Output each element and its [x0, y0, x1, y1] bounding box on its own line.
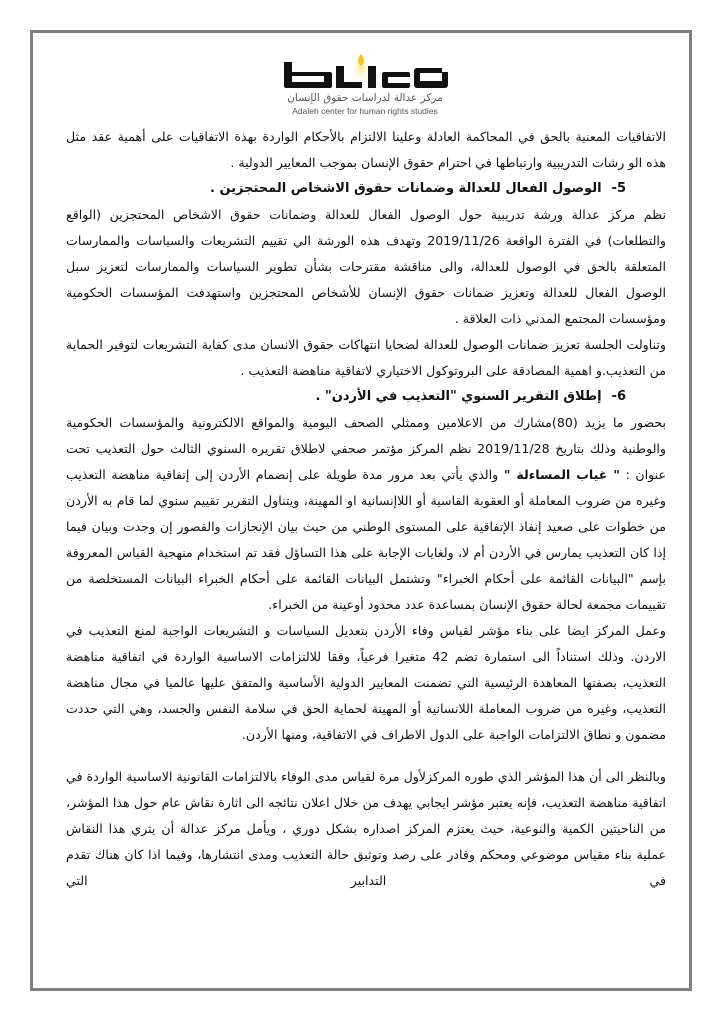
document-body	[66, 124, 666, 894]
logo-subtitle-arabic: مركز عدالة لدراسات حقوق الإنسان	[287, 92, 443, 104]
logo-subtitle-english: Adaleh center for human rights studies	[292, 106, 438, 116]
logo-wordmark-icon	[278, 52, 452, 92]
adaleh-logo	[270, 42, 460, 122]
section-number: 6-	[611, 389, 626, 404]
paragraph-indicator-discussion: وبالنظر الى أن هذا المؤشر الذي طوره المركزلأول مرة لقياس مدى الوفاء بالالتزامات القانونية الاساسية الواردة في اتفاقية مناهضة التعذيب، فإنه يعتبر مؤشر ايجابي يهدف من خلال اعلان نتائجه الى اثارة نقاش عام حول هذا المؤشر، من الناحيتين الكمية والنوعية، حيث يعتزم المركز اصداره بشكل دوري ، ويأمل مركز عدالة أن يثري هذا النقاش عملية بناء مقياس موضوعي ومحكم وقادر على رصد وتوثيق حالة التعذيب ومدى انتشارها، وفيما اذا كان هناك تقدم في التدابير التي	[66, 769, 666, 888]
paragraph-session: وتناولت الجلسة تعزيز ضمانات الوصول للعدالة لضحايا انتهاكات حقوق الانسان مدى كفاية التشريعات لتوفير الحماية من التعذيب.و اهمية المصادقة على البروتوكول الاختياري لاتفاقية مناهضة التعذيب .	[66, 337, 666, 378]
text-run: والذي يأتي بعد مرور مدة طويلة على إنضمام الأردن إلى إتفاقية مناهضة التعذيب وغيره من ضروب المعاملة أو العقوبة القاسية أو اللاإنسانية او المهينة، ويتناول التقرير تقييم سنوي لما قام به الأردن من خطوات على صعيد إنفاذ الإتفاقية على المستوى الوطني من حيث بيان الإنجازات والقصور إن وجدت وبيان فيما إذا كان التعذيب يمارس في الأردن أم لا، ولغايات الإجابة على هذا التساؤل فقد تم استخدام منهجية القياس المعروفة بإسم "البيانات القائمة على أحكام الخبراء" وتشتمل البيانات القائمة على أحكام الخبراء البيانات المستخلصة من تقييمات مجمعة لحالة حقوق الإنسان بمساعدة عدد محدود أوعينة من الخبراء.	[66, 467, 666, 612]
spacer	[66, 748, 666, 764]
section-number: 5-	[611, 181, 626, 196]
paragraph-intro: الاتفاقيات المعنية بالحق في المحاكمة العادلة وعلينا الالتزام بالأحكام الواردة بهذة الاتفاقيات على أهمية عقد مثل هذه الو رشات التدريبية وارتباطها في احترام حقوق الإنسان بموجب المعايير الدولية .	[66, 129, 666, 170]
section-heading-5	[66, 176, 666, 202]
section-title: إطلاق التقرير السنوي "التعذيب في الأردن" .	[315, 389, 602, 404]
paragraph-workshop: نظم مركز عدالة ورشة تدريبية حول الوصول الفعال للعدالة وضمانات حقوق الاشخاص المحتجزين (الواقع والتطلعات) في الفترة الواقعة 2019/11/26 وتهدف هذه الورشة الي تقييم التشريعات والسياسات والممارسات المتعلقة بالحق في الوصول للعدالة، والى مناقشة مقترحات بشأن تطوير السياسات والممارسات لتعزيز سبل الوصول الفعال للعدالة وتعزيز ضمانات حقوق الإنسان للأشخاص المحتجزين واستهدفت المؤسسات الحكومية ومؤسسات المجتمع المدني ذات العلاقة .	[66, 207, 666, 326]
section-heading-6	[66, 384, 666, 410]
report-title-bold: " غياب المساءلة "	[503, 467, 620, 482]
section-title: الوصول الفعال للعدالة وضمانات حقوق الاشخاص المحتجزين .	[210, 181, 602, 196]
paragraph-report-launch	[66, 410, 666, 618]
paragraph-indicator: وعمل المركز ايضا على بناء مؤشر لقياس وفاء الأردن بتعديل السياسات و التشريعات الواجبة لمنع التعذيب في الاردن. وذلك استناداً الى استمارة تضم 42 متغيرا فرعياً، وفقا للالتزامات الاساسية الواردة في اتفاقية مناهضة التعذيب، بصفتها المعاهدة الرئيسية التي تضمنت المعايير الدولية الأساسية والمتفق عليها عالميا في مجال مناهضة التعذيب، وغيره من ضروب المعاملة اللانسانية أو المهينة لحماية الحق في سلامة النفس والجسد، وهي التي حددت مضمون و نطاق الالتزامات الواجبة على الدول الاطراف في الاتفاقية، ومنها الأردن.	[66, 623, 666, 742]
text-run: بحضور ما يزيد (80)مشارك من الاعلامين وممثلي الصحف اليومية والمواقع الالكترونية والمؤسسات الحكومية والوطنية وذلك بتاريخ 2019/11/28 نظم المركز مؤتمر صحفي لاطلاق تقريره السنوي الثالث حول التعذيب تحت عنوان :	[66, 415, 667, 482]
